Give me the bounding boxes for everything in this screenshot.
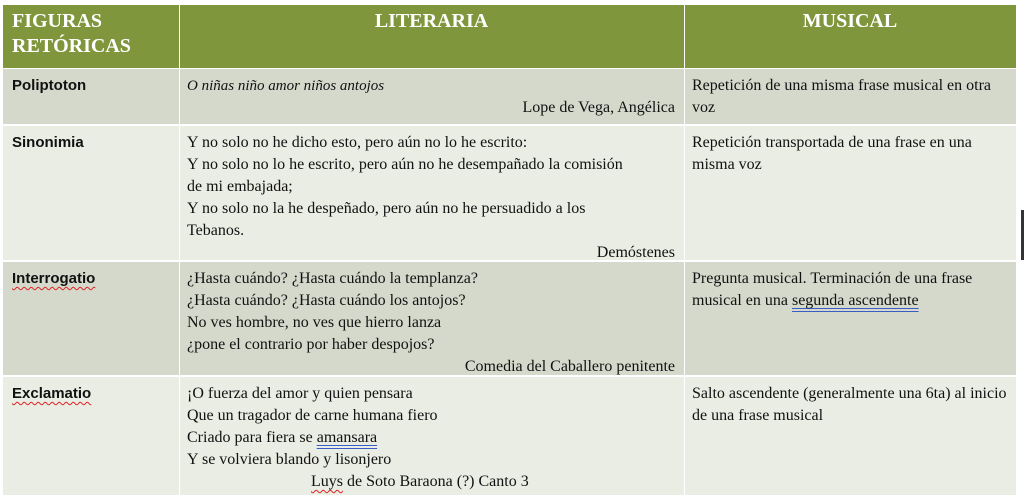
musical-text: Pregunta musical. Terminación de una frase musical en una [692,270,973,309]
divider [179,69,180,124]
literary-author: Demóstenes [596,244,675,261]
divider [179,262,180,375]
figure-name-text: Interrogatio [12,270,96,287]
literary-line: Y se volviera blando y lisonjero [187,451,392,468]
literary-cell [179,126,684,260]
author-rest: de Soto Baraona (?) Canto 3 [343,473,529,490]
literary-line: Y no solo no la he despeñado, pero aún no he persuadido a los [187,200,586,217]
header-literary: LITERARIA [374,10,489,32]
divider [179,126,180,260]
figure-name-text: Exclamatio [12,385,92,402]
figure-name: Sinonimia [12,134,84,151]
literary-underlined: amansara [316,429,378,446]
figure-name: Poliptoton [12,77,87,94]
literary-line [187,427,675,449]
musical-cell: Repetición de una misma frase musical en otra voz [692,77,992,116]
literary-line: ¿Hasta cuándo? ¿Hasta cuándo los antojos? [187,292,466,309]
table-row [3,126,1016,260]
musical-cell: Salto ascendente (generalmente una 6ta) al inicio de una frase musical [692,385,1007,424]
literary-cell [179,69,684,124]
divider [684,69,685,124]
literary-line: ¿pone el contrario por haber despojos? [187,336,435,353]
header-figures-line2: RETÓRICAS [12,35,131,57]
table-header [3,5,1016,68]
literary-line: Tebanos. [187,222,245,239]
table-row [3,377,1016,495]
literary-line: O niñas niño amor niños antojos [187,78,385,94]
literary-line: Que un tragador de carne humana fiero [187,407,438,424]
divider [684,377,685,495]
header-musical: MUSICAL [802,10,898,32]
divider [684,262,685,375]
literary-author [187,471,675,493]
divider [179,5,180,68]
divider [684,126,685,260]
literary-line-text: Criado para fiera se [187,429,317,446]
author-name: Luys [311,473,343,490]
musical-underlined: segunda ascendente [791,292,919,309]
header-figures [3,5,179,68]
literary-line: Y no solo no lo he escrito, pero aún no he desempañado la comisión [187,156,623,173]
literary-cell [179,262,684,375]
table-row [3,69,1016,124]
literary-line: No ves hombre, no ves que hierro lanza [187,314,442,331]
figure-name [3,377,179,495]
musical-cell [684,262,1016,375]
literary-line: Y no solo no he dicho esto, pero aún no lo he escrito: [187,134,528,151]
figure-name [3,262,179,375]
literary-author: Comedia del Caballero penitente [464,358,675,375]
literary-author: Lope de Vega, Angélica [522,99,675,116]
divider [684,5,685,68]
divider [179,377,180,495]
table-row [3,262,1016,375]
musical-cell: Repetición transportada de una frase en una misma voz [692,134,972,173]
literary-line: de mi embajada; [187,178,293,195]
literary-line: ¡O fuerza del amor y quien pensara [187,385,413,402]
literary-cell [179,377,684,495]
header-figures-line1: FIGURAS [12,10,103,32]
literary-line: ¿Hasta cuándo? ¿Hasta cuándo la templanza? [187,270,478,287]
